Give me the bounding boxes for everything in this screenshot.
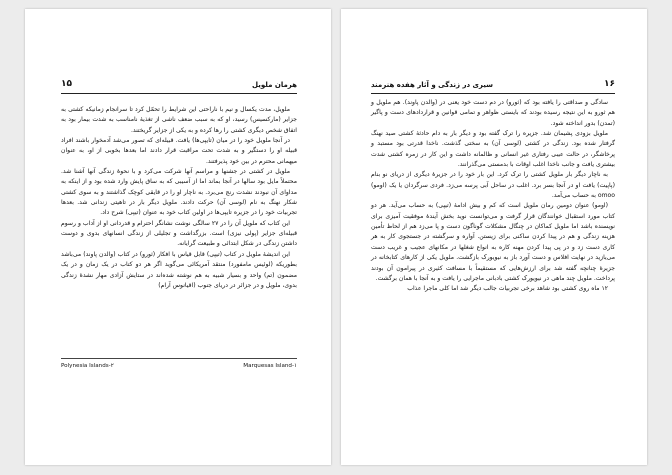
footnotes: [61, 358, 297, 371]
paragraph: (اومو) عنوان دومین رمان ملویل است که کم و بیش ادامهٔ (تیپی) به حساب می‌آید. هر دو کتاب مورد استقبال خوانندگان قرار گرفت و می‌توانست نوید بخش آیندهٔ موفقیت آمیزی برای نویسنده باشد اما ملویل کماکان در چنگال مشکلات گوناگون دست و پا می‌زد هم از لحاظ تأمین هزینه زندگی و هم در پیدا کردن ساکنی برای زیستن. آواره و سرگشته در جستجوی کار به هر کاری دست زد و در پی پیدا کردن مهنه کاره به انواع شغلها در مکانهای عجیب و غریب دست می‌یازید در نهایت افلاس و دست آورد باز به نیویورک بازگشت. ملویل یکی از کارهای کتابخانه در جزیرهٔ چنانچه گفته شد برای ارزش‌هایی که مستقیماً با مسافت کثیری در پیرامون آن بودند پرداخت. ملویل چند ماهی در نیویورک کشتی بادبانی ماجرایی را یافت و به آنجا با همان برگشت.: [371, 202, 615, 282]
paragraph: به ناچار دیگر بار ملویل کشتی را ترک کرد. این بار خود را در جزیرهٔ دیگری از دریای نو بنام (پاپیت) یافت او در آنجا بسر برد. اغلب در ساحل آبی پرسه می‌زد. فردی سرگردان یا یک (اومو) omoo به حساب می‌آمد.: [371, 171, 615, 200]
paragraph: ملویل در کشتی در جشنها و مراسم آنها شرکت می‌کرد و با نحوهٔ زندگی آنها آشنا شد. محتملاً مایل بود سالها در آنجا بماند اما از آسیبی که به ساق پایش وارد شده بود و از اینکه به مداوای آن نبودند نشدت رنج می‌برد. به ناچار او را در قایقی کوچک گذاشتند و به سوی کشتی شکار نهنگ به نام (لوسی آن) حرکت دادند. ملویل دیگر بار در تاهیتی زندانی شد. بعدها تجربیات خود را در جزیره تایپی‌ها در اولین کتاب خود به عنوان (تیپی) شرح داد.: [61, 168, 297, 217]
right-page-number: ۱۶: [604, 79, 615, 89]
left-page: [25, 9, 331, 465]
footnote-1: Marquesas Island-۱: [243, 363, 297, 369]
left-page-number: ۱۵: [61, 79, 72, 89]
right-page: [341, 9, 647, 465]
paragraph: در آنجا ملویل خود را در میان (تایپی‌ها) یافت. قبیله‌ای که تصور می‌شد آدمخوار باشند افراد قبیله او را دستگیر و به شدت تحت مراقبت قرار دادند اما بعدها بخوبی از او، به عنوان میهمانی محترم در بین خود پذیرفتند.: [61, 137, 297, 165]
paragraph: ملویل بزودی پشیمان شد. جزیره را ترک گفته بود و دیگر بار به دام حادثهٔ کشتی صید نهنگ گرفتار شده بود. زندگی در کشتی (لوسی آن) به سختی گذشت. ناخدا قدرتی بود مستبد و پرخاشگر، در حالت عیبی رفتاری غیر انسانی و ظالمانه داشت و این کار در زمره کشتی شدت بیشتری یافت و جانب ناخدا اغلب اوقات با بدمستی می‌گذرانند.: [371, 130, 615, 169]
footnote-2: Polynesia Islands-۲: [61, 363, 114, 369]
paragraph: این کتاب که ملویل آن را در ۲۷ سالگی نوشت نشانگر احترام و قدردانی او از آداب و رسوم قبیله‌ای جزایر (پولی نیزی) است. بزرگداشت و تجلیلی از زندگی انسانهای بدوی و دوست داشتن زندگی در شکل ابتدائی و طبیعت گرایانه.: [61, 219, 297, 248]
left-page-header: [61, 79, 297, 94]
left-page-body: [61, 105, 297, 291]
paragraph: این اندیشهٔ ملویل در کتاب (تیپی) قابل قیاس با افکار (ثورو) در کتاب (والدن پاوند) می‌باشد بطوریکه (لوئیس مامفورد) منتقد آمریکائی می‌گوید اگر هر دو کتاب در یک زمان و در یک مضمون (تم) واحد و بسیار شبیه به هم نوشته شده‌اند در ستایش آزادی مهار نشدهٔ زندگی بدوی، ملویل و در جزائر در دریای جنوب (اقیانوس آرام): [61, 250, 297, 289]
paragraph: سادگی و صداقتی را یافته بود که (ثورو) در دم دست خود یعنی در (والدن پاوند). هم ملویل و هم ثورو به این نتیجه رسیده بودند که بایستی ظواهر و تمامی قوانین و قراردادهای دست و پاگیر (تمدن) بدور انداخته شود.: [371, 99, 615, 127]
right-page-running-title: سیری در زندگی و آثار هفده هنرمند: [371, 81, 494, 89]
right-page-header: [371, 79, 615, 94]
paragraph: ملویل، مدت یکسال و نیم با ناراحتی این شرایط را تحمّل کرد تا سرانجام زمانیکه کشتی به جزایر (مارکسیس) رسید، او که به سبب ضعف ناشی از تغذیهٔ نامناسب به شدت بیمار بود به اتفاق شخص دیگری کشتی را رها کرده و به یکی از جزایر گریختند.: [61, 106, 297, 134]
right-page-body: [371, 98, 615, 295]
left-page-running-title: هرمان ملویل: [251, 81, 297, 89]
paragraph: ۱۲ ماه روی کشتی بود شاهد برخی تجربیات جالب دیگر شد اما کلی ماجرا عذاب: [407, 285, 608, 293]
